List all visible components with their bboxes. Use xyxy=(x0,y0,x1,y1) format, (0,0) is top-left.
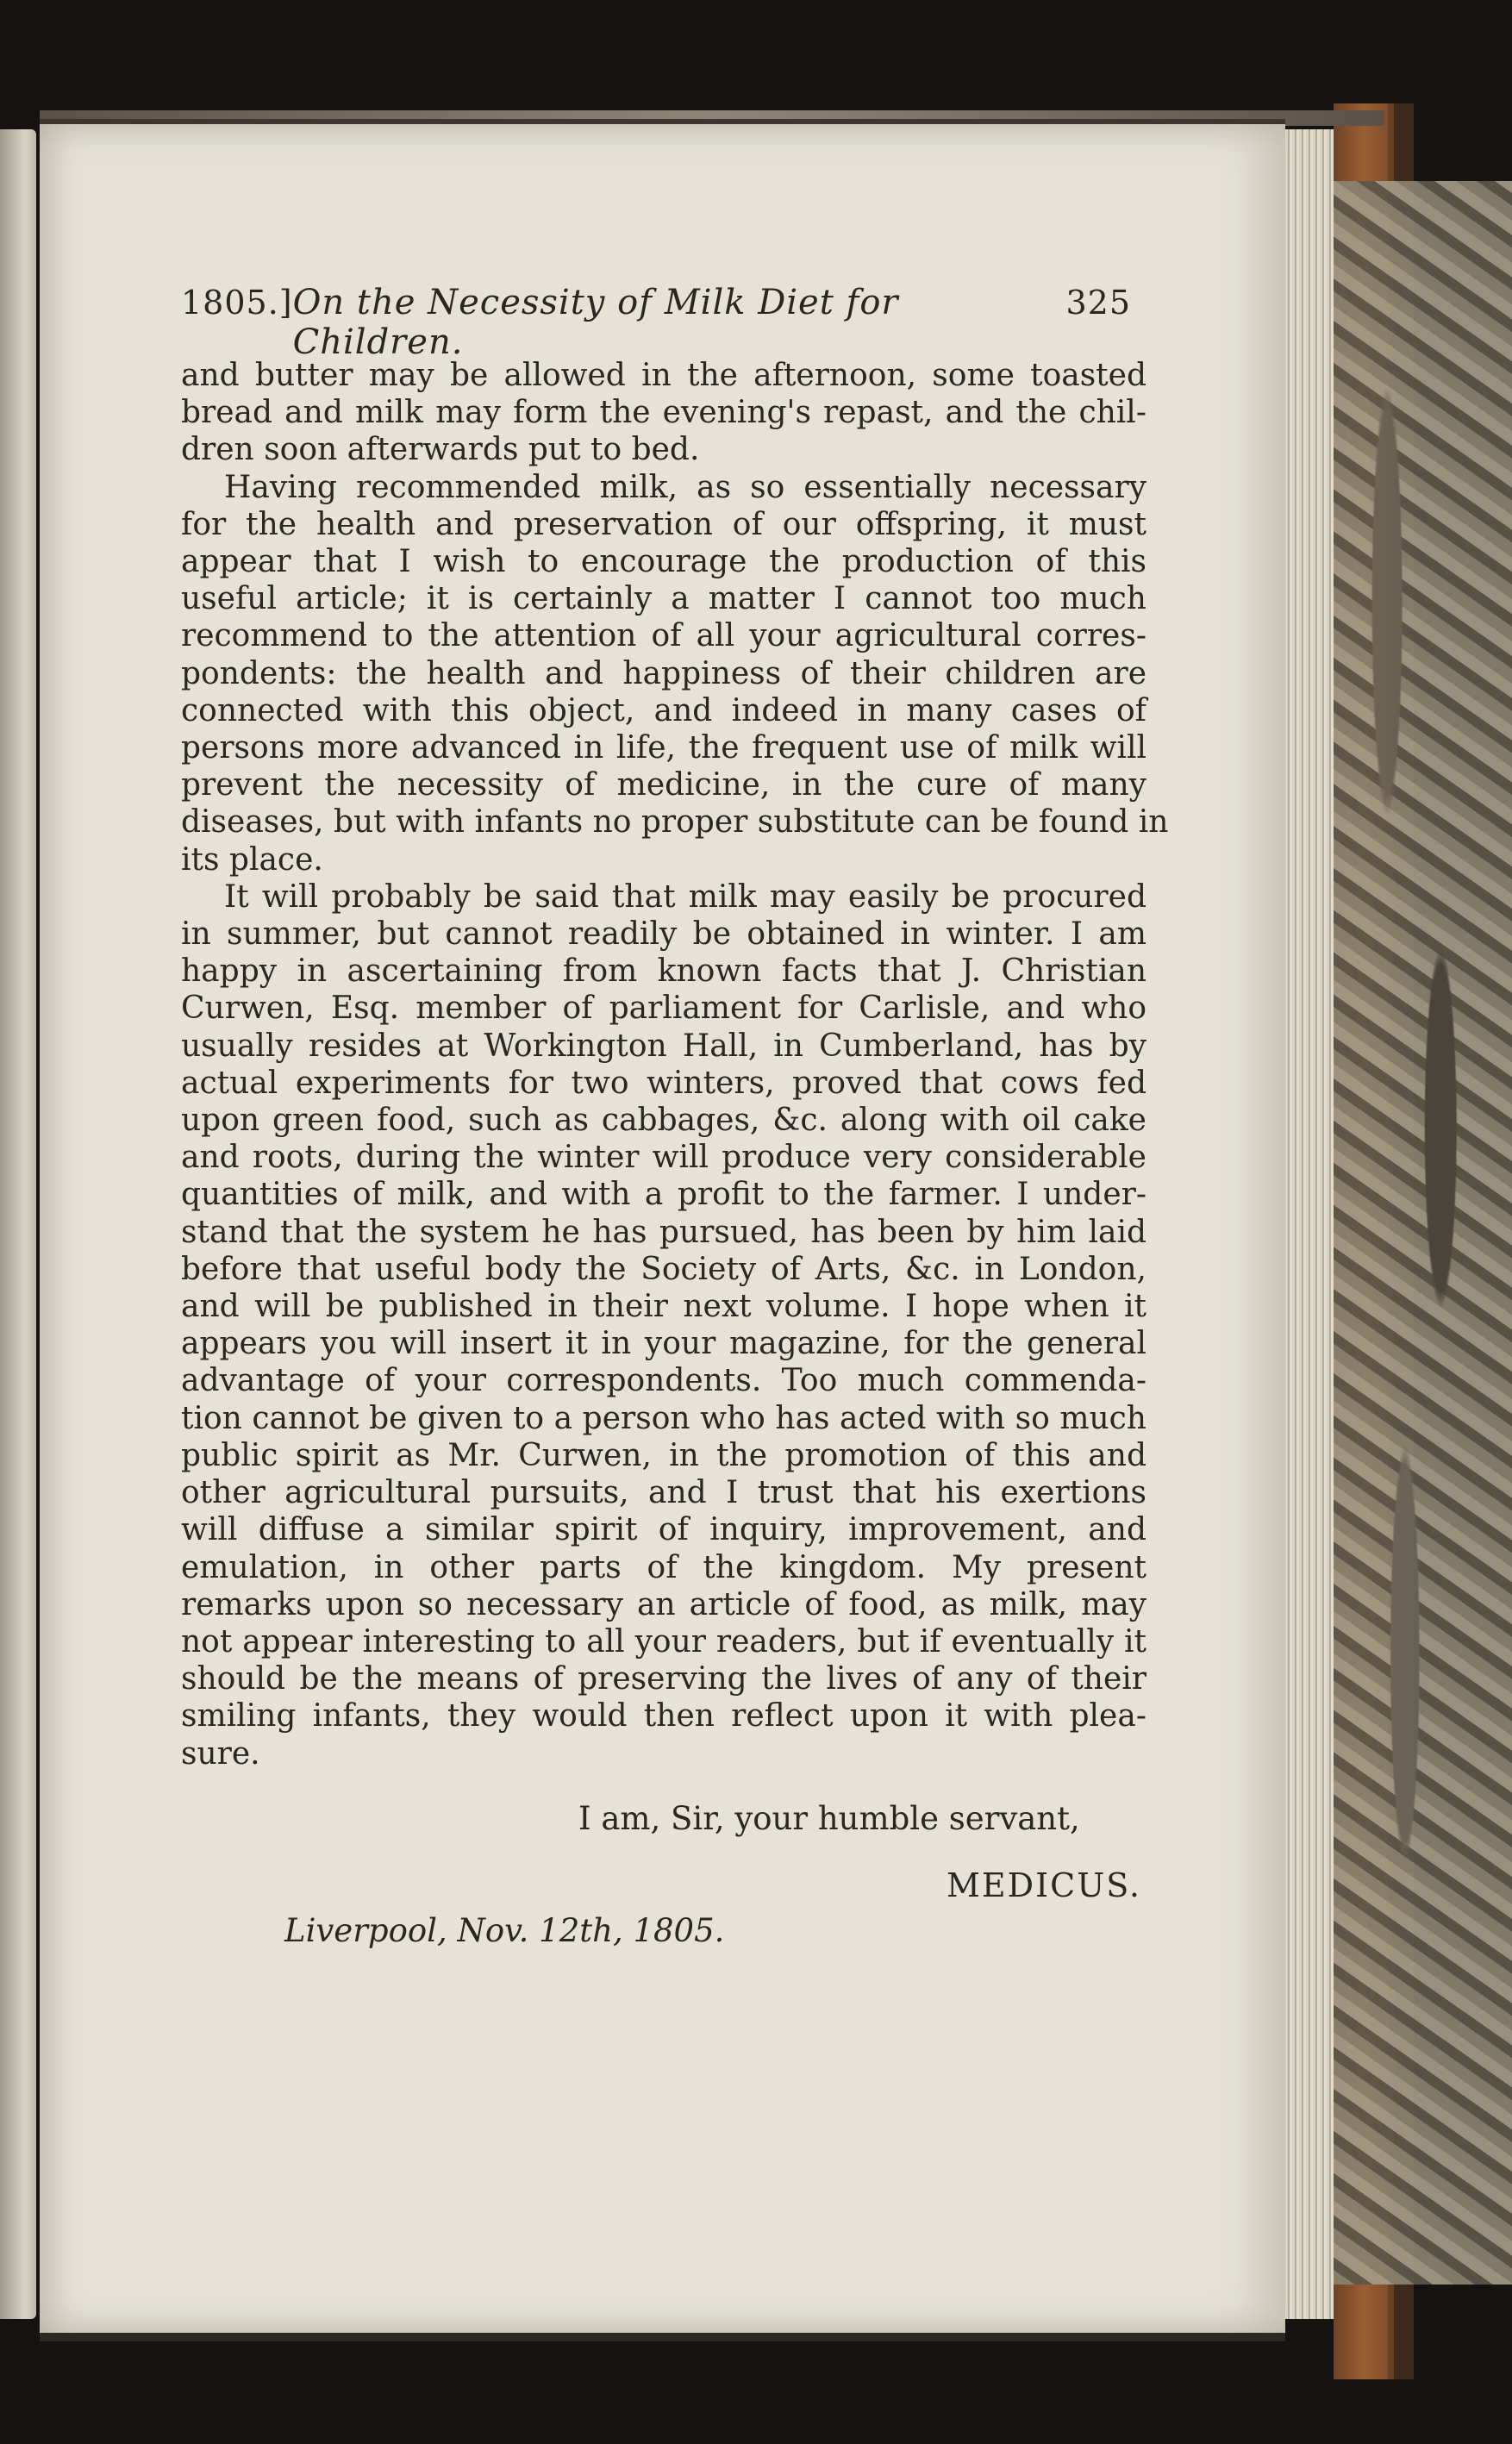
body-line: diseases, but with infants no proper substitute can be found in xyxy=(181,804,1169,841)
facing-page-edge xyxy=(0,129,36,2319)
body-line: happy in ascertaining from known facts that J. Christian xyxy=(181,953,1146,990)
body-line: recommend to the attention of all your agricultural corres- xyxy=(181,618,1146,654)
dateline: Liverpool, Nov. 12th, 1805. xyxy=(284,1912,725,1949)
body-line: and butter may be allowed in the afternoon, some toasted xyxy=(181,358,1146,393)
body-line: appear that I wish to encourage the production of this xyxy=(181,544,1146,580)
body-line: dren soon afterwards put to bed. xyxy=(181,432,700,468)
body-line: and roots, during the winter will produce very considerable xyxy=(181,1140,1146,1176)
body-line: Having recommended milk, as so essentially necessary xyxy=(224,469,1146,505)
body-line: pondents: the health and happiness of their children are xyxy=(181,655,1146,691)
body-line: bread and milk may form the evening's repast, and the chil- xyxy=(181,395,1146,431)
page-edges xyxy=(1285,129,1334,2319)
body-line: persons more advanced in life, the frequent use of milk will xyxy=(181,730,1146,766)
body-line: smiling infants, they would then reflect upon it with plea- xyxy=(181,1698,1146,1735)
body-line: in summer, but cannot readily be obtained in winter. I am xyxy=(181,916,1146,953)
body-line: appears you will insert it in your magazine, for the general xyxy=(181,1326,1146,1362)
body-line: quantities of milk, and with a profit to the farmer. I under- xyxy=(181,1177,1146,1213)
body-line: advantage of your correspondents. Too much commenda- xyxy=(181,1363,1146,1399)
page-number: 325 xyxy=(1065,284,1131,322)
body-line: useful article; it is certainly a matter I cannot too much xyxy=(181,581,1146,617)
header-year: 1805.] xyxy=(181,284,293,322)
page-text xyxy=(181,283,1169,1772)
body-line: tion cannot be given to a person who has acted with so much xyxy=(181,1400,1146,1436)
body-line: stand that the system he has pursued, has been by him laid xyxy=(181,1214,1146,1250)
body-line: not appear interesting to all your readers, but if eventually it xyxy=(181,1623,1146,1660)
body-line: should be the means of preserving the lives of any of their xyxy=(181,1661,1146,1697)
body-line: connected with this object, and indeed in many cases of xyxy=(181,692,1146,728)
body-line: before that useful body the Society of Arts, &c. in London, xyxy=(181,1251,1146,1287)
marbled-endpaper xyxy=(1334,181,1512,2285)
running-header xyxy=(181,283,1131,362)
body-line: Curwen, Esq. member of parliament for Carlisle, and who xyxy=(181,991,1146,1027)
body-line: prevent the necessity of medicine, in the cure of many xyxy=(181,767,1146,803)
body-line: usually resides at Workington Hall, in Cumberland, has by xyxy=(181,1028,1146,1064)
body-line: remarks upon so necessary an article of food, as milk, may xyxy=(181,1586,1146,1622)
body-line: for the health and preservation of our offspring, it must xyxy=(181,506,1146,542)
header-title: On the Necessity of Milk Diet for Children. xyxy=(292,283,899,362)
body-line: public spirit as Mr. Curwen, in the promotion of this and xyxy=(181,1437,1146,1473)
body-line: sure. xyxy=(181,1735,260,1772)
body-line: will diffuse a similar spirit of inquiry, improvement, and xyxy=(181,1512,1146,1548)
body-line: upon green food, such as cabbages, &c. along with oil cake xyxy=(181,1103,1146,1139)
closing-salutation: I am, Sir, your humble servant, xyxy=(578,1800,1080,1837)
body-line: and will be published in their next volume. I hope when it xyxy=(181,1289,1146,1325)
body-line: its place. xyxy=(181,841,323,878)
body-line: other agricultural pursuits, and I trust that his exertions xyxy=(181,1475,1146,1511)
signature: MEDICUS. xyxy=(947,1866,1141,1904)
body-line: actual experiments for two winters, proved that cows fed xyxy=(181,1065,1146,1101)
body-line: emulation, in other parts of the kingdom. My present xyxy=(181,1549,1146,1585)
body-line: It will probably be said that milk may easily be procured xyxy=(224,878,1146,915)
